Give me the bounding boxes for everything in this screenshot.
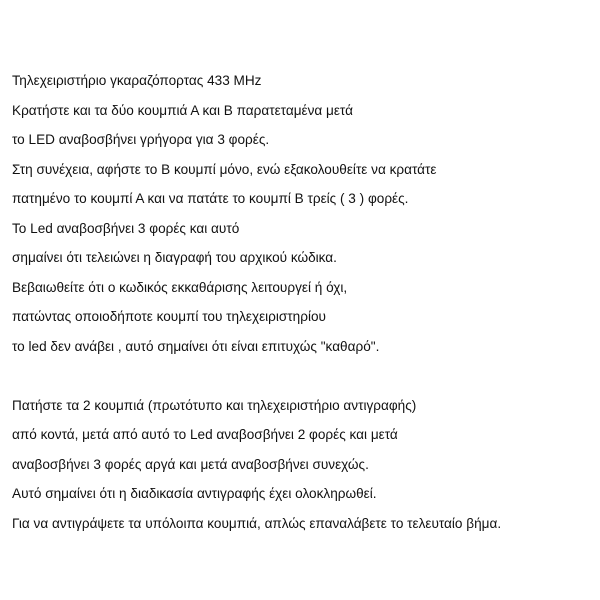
instructions-document [12,66,598,538]
text-line: Για να αντιγράψετε τα υπόλοιπα κουμπιά, απλώς επαναλάβετε το τελευταίο βήμα. [12,515,502,531]
text-line: Πατήστε τα 2 κουμπιά (πρωτότυπο και τηλεχειριστήριο αντιγραφής) [12,397,417,413]
text-line: Αυτό σημαίνει ότι η διαδικασία αντιγραφής έχει ολοκληρωθεί. [12,486,377,501]
text-line: το led δεν ανάβει , αυτό σημαίνει ότι είναι επιτυχώς "καθαρό". [12,338,380,354]
text-line: αναβοσβήνει 3 φορές αργά και μετά αναβοσβήνει συνεχώς. [12,456,369,472]
text-line: Κρατήστε και τα δύο κουμπιά Α και Β παρατεταμένα μετά [12,102,353,118]
document-title: Τηλεχειριστήριο γκαραζόπορτας 433 MHz [12,73,262,88]
text-line: πατώντας οποιοδήποτε κουμπί του τηλεχειριστηρίου [12,309,326,324]
text-line: πατημένο το κουμπί Α και να πατάτε το κουμπί B τρείς ( 3 ) φορές. [12,191,409,206]
paragraph-copy [12,391,598,539]
text-line: Στη συνέχεια, αφήστε το B κουμπί μόνο, ενώ εξακολουθείτε να κρατάτε [12,161,437,177]
text-line: σημαίνει ότι τελειώνει η διαγραφή του αρχικού κώδικα. [12,250,337,265]
text-line: Το Led αναβοσβήνει 3 φορές και αυτό [12,220,240,236]
paragraph-gap [12,361,598,391]
text-line: το LED αναβοσβήνει γρήγορα για 3 φορές. [12,132,270,147]
text-line: Βεβαιωθείτε ότι ο κωδικός εκκαθάρισης λειτουργεί ή όχι, [12,279,348,295]
paragraph-reset [12,66,598,361]
text-line: από κοντά, μετά από αυτό το Led αναβοσβήνει 2 φορές και μετά [12,427,398,442]
